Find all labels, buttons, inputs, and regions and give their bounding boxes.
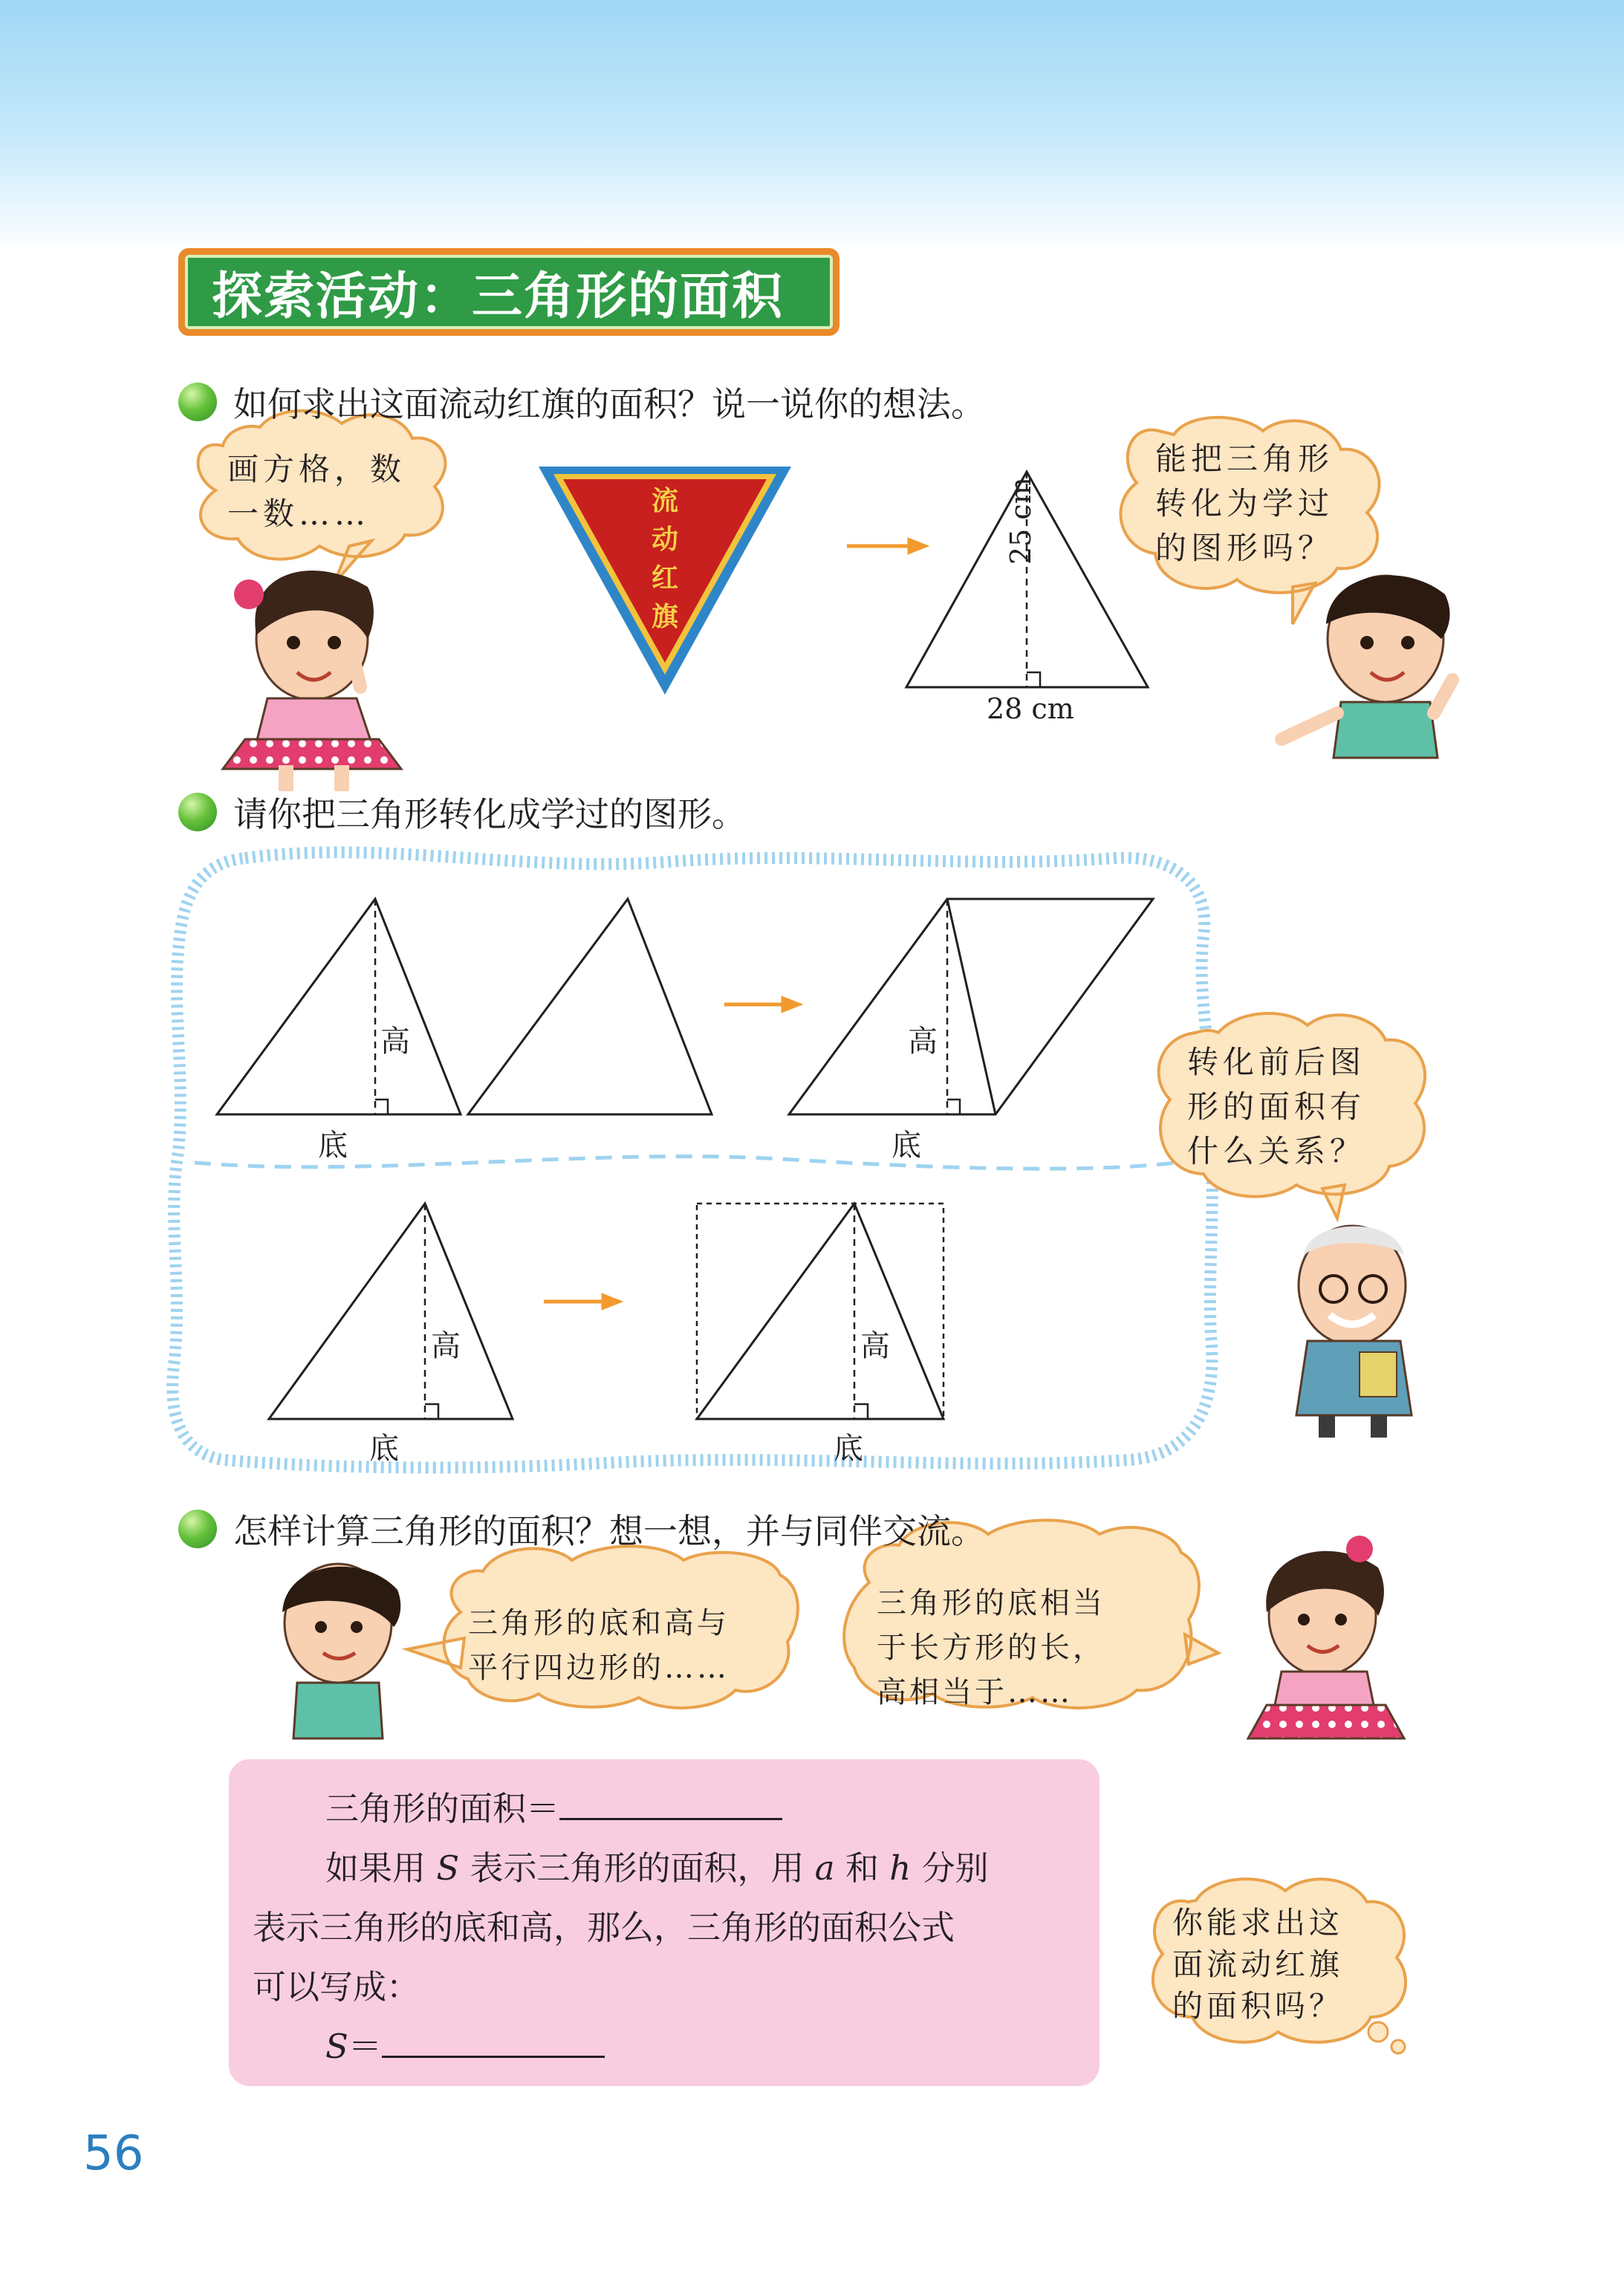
base-label-b: 底 [891,1128,921,1163]
base-label: 28 cm [987,692,1074,725]
thought-bubble-text: 你能求出这 面流动红旗 的面积吗？ [1172,1905,1343,2024]
formula-line-5: S＝ [325,2019,605,2068]
question-3 [178,1504,985,1553]
section-title-box [178,248,839,336]
girl-bubble-text: 画方格，数 一数…… [227,451,406,532]
parallelogram-result [789,899,1153,1114]
page-number: 56 [83,2126,144,2181]
height-label-a: 高 [380,1024,410,1059]
question-1-text: 如何求出这面流动红旗的面积？说一说你的想法。 [233,384,985,424]
triangle-left-1 [217,899,461,1114]
teacher-bubble-text: 转化前后图 形的面积有 什么关系？ [1187,1044,1366,1169]
arrow-3 [544,1293,623,1310]
boy-illustration-1 [1282,575,1452,758]
triangle-left-2 [269,1204,513,1419]
section-title: 探索活动：三角形的面积 [212,267,785,326]
triangle-in-rectangle [697,1204,943,1419]
green-bullet-icon [178,1510,217,1548]
girl-illustration-1 [223,571,401,791]
question-3-text: 怎样计算三角形的面积？想一想，并与同伴交流。 [233,1511,985,1551]
flag-text: 流 动 红 旗 [651,485,678,632]
triangle-copy-1 [468,899,712,1114]
green-bullet-icon [178,383,217,421]
green-bullet-icon [178,793,217,831]
formula-line-1: 三角形的面积＝ [325,1782,782,1830]
thought-dot-2 [1391,2040,1405,2053]
boy-illustration-2 [282,1564,400,1738]
thought-dot-1 [1368,2022,1388,2042]
answer-blank-2[interactable] [382,2056,605,2058]
formula-box [229,1759,1100,2086]
arrow-1 [847,538,929,554]
base-label-c: 底 [369,1432,399,1466]
girl-illustration-2 [1248,1536,1404,1738]
boy-bubble-text: 能把三角形 转化为学过 的图形吗？ [1155,441,1334,566]
girl-bubble-right-text: 三角形的底相当 于长方形的长， 高相当于…… [877,1586,1105,1709]
formula-line-2: 如果用 S 表示三角形的面积，用 a 和 h 分别 [325,1848,989,1888]
formula-line-4: 可以写成： [253,1967,420,2007]
height-label-d: 高 [860,1329,890,1363]
question-1 [178,377,985,426]
boy-bubble-left-text: 三角形的底和高与 平行四边形的…… [468,1606,730,1685]
question-2-text: 请你把三角形转化成学过的图形。 [233,794,746,834]
height-label: 25 cm [1004,477,1037,565]
teacher-illustration [1296,1226,1412,1438]
base-label-a: 底 [318,1128,348,1163]
height-label-c: 高 [431,1329,461,1363]
arrow-2 [724,996,802,1013]
height-label-b: 高 [908,1024,938,1059]
base-label-d: 底 [834,1432,863,1466]
answer-blank-1[interactable] [559,1818,782,1820]
formula-line-3: 表示三角形的底和高，那么，三角形的面积公式 [253,1908,955,1947]
question-2 [178,787,746,837]
